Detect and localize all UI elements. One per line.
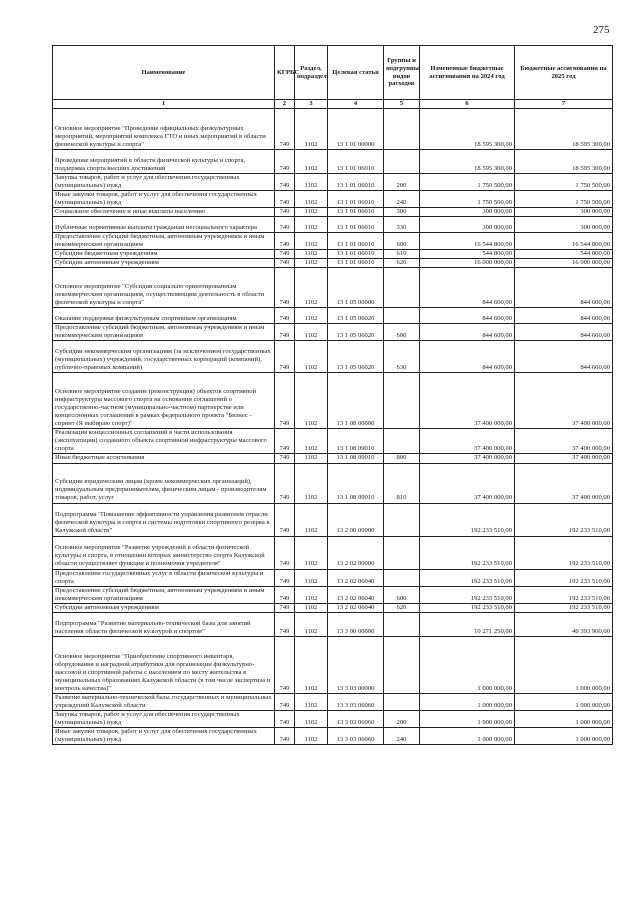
row-amount-2024: 18 595 300,00 [420,109,515,150]
row-amount-2025: 192 233 510,00 [515,586,613,603]
table-row [53,208,613,217]
table-row [53,191,613,208]
row-amount-2024: 16 000 000,00 [420,259,515,268]
header-amount-2025: Бюджетные ассигнования на 2025 год [515,46,613,100]
row-target-article: 13 1 01 06010 [328,208,384,217]
row-target-article: 13 2 00 00000 [328,503,384,536]
row-amount-2025: 844 600,00 [515,324,613,341]
row-expense-type: 300 [384,208,420,217]
table-row [53,636,613,693]
row-target-article: 13 1 01 00000 [328,109,384,150]
row-expense-type [384,109,420,150]
header-name: Наименование [53,46,275,100]
row-razdel: 1102 [295,308,328,324]
row-amount-2025: 192 233 510,00 [515,503,613,536]
row-expense-type [384,612,420,636]
row-kgrbs: 749 [275,636,295,693]
table-row [53,586,613,603]
row-target-article: 13 1 08 09010 [328,429,384,454]
table-row [53,341,613,373]
row-amount-2025: 37 400 000,00 [515,463,613,503]
header-kgrbs: КГРБС [275,46,295,100]
row-expense-type: 610 [384,250,420,259]
row-amount-2025: 844 600,00 [515,341,613,373]
row-name: Предоставление субсидий бюджетным, автономным учреждениям и иным некоммерческим организациям [53,233,275,250]
row-razdel: 1102 [295,727,328,744]
row-expense-type: 330 [384,217,420,233]
row-expense-type: 620 [384,603,420,612]
column-number: 2 [275,100,295,109]
table-row [53,259,613,268]
row-amount-2025: 1 000 000,00 [515,693,613,710]
row-razdel: 1102 [295,324,328,341]
row-amount-2024: 1 000 000,00 [420,693,515,710]
row-amount-2025: 544 800,00 [515,250,613,259]
row-kgrbs: 749 [275,693,295,710]
table-row [53,503,613,536]
table-header [53,46,613,109]
row-amount-2025: 1 750 500,00 [515,191,613,208]
table-row [53,324,613,341]
table-row [53,727,613,744]
row-kgrbs: 749 [275,217,295,233]
row-kgrbs: 749 [275,268,295,308]
row-amount-2024: 1 750 500,00 [420,174,515,191]
table-row [53,569,613,586]
row-expense-type [384,429,420,454]
row-target-article: 13 3 03 06060 [328,710,384,727]
row-kgrbs: 749 [275,109,295,150]
row-kgrbs: 749 [275,454,295,463]
row-kgrbs: 749 [275,586,295,603]
row-razdel: 1102 [295,174,328,191]
row-razdel: 1102 [295,536,328,569]
row-amount-2024: 1 750 500,00 [420,191,515,208]
row-target-article: 13 3 03 06060 [328,727,384,744]
row-kgrbs: 749 [275,727,295,744]
row-name: Предоставление государственных услуг в области физической культуры и спорта [53,569,275,586]
row-kgrbs: 749 [275,233,295,250]
row-amount-2024: 18 595 300,00 [420,150,515,174]
row-name: Субсидии автономным учреждениям [53,259,275,268]
table-row [53,693,613,710]
page-number: 275 [593,24,610,36]
row-expense-type [384,308,420,324]
row-target-article: 13 1 05 06020 [328,341,384,373]
row-expense-type: 240 [384,191,420,208]
row-amount-2025: 192 233 510,00 [515,569,613,586]
row-amount-2025: 18 595 300,00 [515,150,613,174]
row-amount-2024: 192 233 510,00 [420,536,515,569]
row-expense-type: 810 [384,463,420,503]
row-amount-2025: 1 000 000,00 [515,710,613,727]
row-name: Социальное обеспечение и иные выплаты населению [53,208,275,217]
column-number: 3 [295,100,328,109]
row-kgrbs: 749 [275,259,295,268]
row-razdel: 1102 [295,463,328,503]
row-amount-2024: 16 544 800,00 [420,233,515,250]
row-target-article: 13 1 01 06010 [328,259,384,268]
row-target-article: 13 2 02 06040 [328,569,384,586]
row-kgrbs: 749 [275,429,295,454]
row-expense-type [384,693,420,710]
row-name: Закупка товаров, работ и услуг для обеспечения государственных (муниципальных) нужд [53,710,275,727]
row-razdel: 1102 [295,217,328,233]
table-row [53,429,613,454]
row-name: Основное мероприятие создание (реконструкция) объектов спортивной инфраструктуры массового спорта на основании соглашений о государственно-частном (муниципально-частном) партнерстве или концессионных соглашений в рамках федерального проекта "Бизнес - спринт (Я выбираю спорт)" [53,373,275,429]
row-name: Оказание поддержки физкультурным спортивным организациям [53,308,275,324]
row-expense-type: 600 [384,324,420,341]
row-name: Развитие материально-технической базы государственных и муниципальных учреждений Калужской области [53,693,275,710]
table-row [53,603,613,612]
row-kgrbs: 749 [275,341,295,373]
row-razdel: 1102 [295,429,328,454]
row-amount-2025: 37 400 000,00 [515,454,613,463]
row-name: Публичные нормативные выплаты гражданам несоциального характера [53,217,275,233]
row-razdel: 1102 [295,636,328,693]
row-kgrbs: 749 [275,503,295,536]
row-kgrbs: 749 [275,569,295,586]
table-row [53,174,613,191]
row-target-article: 13 1 05 06020 [328,308,384,324]
table-row [53,109,613,150]
row-target-article: 13 2 02 06040 [328,603,384,612]
row-amount-2024: 300 000,00 [420,217,515,233]
row-name: Иные бюджетные ассигнования [53,454,275,463]
row-name: Субсидии бюджетным учреждениям [53,250,275,259]
table-row [53,710,613,727]
row-amount-2024: 37 400 000,00 [420,373,515,429]
row-amount-2025: 16 544 800,00 [515,233,613,250]
row-kgrbs: 749 [275,150,295,174]
row-expense-type [384,503,420,536]
column-number: 5 [384,100,420,109]
row-amount-2024: 844 600,00 [420,308,515,324]
table-row [53,463,613,503]
row-razdel: 1102 [295,268,328,308]
row-kgrbs: 749 [275,208,295,217]
row-razdel: 1102 [295,603,328,612]
row-expense-type [384,636,420,693]
row-amount-2024: 844 600,00 [420,341,515,373]
row-amount-2024: 192 233 510,00 [420,603,515,612]
table-row [53,268,613,308]
row-kgrbs: 749 [275,308,295,324]
row-expense-type: 800 [384,454,420,463]
row-name: Основное мероприятие "Приобретение спортивного инвентаря, оборудования и наградной атрибутики для организации физкультурно-массовой и спортивной работы с населением по месту жительства в муниципальных образованиях Калужской области (в том числе экспертиза и контроль качества)" [53,636,275,693]
row-expense-type: 630 [384,341,420,373]
row-name: Основное мероприятие "Развитие учреждений в области физической культуры и спорта, в отношении которых министерство спорта Калужской области осуществляет функции и полномочия учредителя" [53,536,275,569]
table-row [53,612,613,636]
row-amount-2024: 1 000 000,00 [420,727,515,744]
row-expense-type [384,536,420,569]
row-amount-2025: 37 400 000,00 [515,373,613,429]
row-target-article: 13 2 02 00000 [328,536,384,569]
row-kgrbs: 749 [275,373,295,429]
row-name: Основное мероприятие "Проведение официальных физкультурных мероприятий, мероприятий комплекса ГТО и иных мероприятий в области физической культуры и спорта" [53,109,275,150]
row-kgrbs: 749 [275,463,295,503]
row-amount-2024: 192 233 510,00 [420,503,515,536]
row-amount-2025: 1 750 500,00 [515,174,613,191]
row-razdel: 1102 [295,569,328,586]
row-name: Субсидии юридическим лицам (кроме некоммерческих организаций), индивидуальным предпринимателям, физическим лицам - производителям товаров, работ, услуг [53,463,275,503]
row-amount-2025: 844 600,00 [515,308,613,324]
row-name: Иные закупки товаров, работ и услуг для обеспечения государственных (муниципальных) нужд [53,191,275,208]
row-amount-2024: 37 400 000,00 [420,454,515,463]
row-amount-2024: 300 000,00 [420,208,515,217]
row-target-article: 13 1 05 06020 [328,324,384,341]
row-razdel: 1102 [295,454,328,463]
row-target-article: 13 1 08 09010 [328,463,384,503]
table-row [53,217,613,233]
row-razdel: 1102 [295,150,328,174]
row-name: Субсидии некоммерческим организациям (за исключением государственных (муниципальных) учреждений, государственных корпораций (компаний), публично-правовых компаний) [53,341,275,373]
row-razdel: 1102 [295,612,328,636]
row-kgrbs: 749 [275,250,295,259]
row-target-article: 13 3 03 06060 [328,693,384,710]
column-number: 7 [515,100,613,109]
row-expense-type [384,373,420,429]
table-row [53,308,613,324]
row-expense-type [384,150,420,174]
row-amount-2024: 544 800,00 [420,250,515,259]
row-name: Подпрограмма "Развитие материально-технической базы для занятий населения области физической культурой и спортом" [53,612,275,636]
row-kgrbs: 749 [275,536,295,569]
row-name: Иные закупки товаров, работ и услуг для обеспечения государственных (муниципальных) нужд [53,727,275,744]
row-expense-type [384,268,420,308]
row-target-article: 13 1 08 09010 [328,454,384,463]
row-name: Проведение мероприятий в области физической культуры и спорта, поддержка спорта высших достижений [53,150,275,174]
row-expense-type: 600 [384,233,420,250]
row-target-article: 13 1 01 06010 [328,150,384,174]
row-amount-2025: 37 400 000,00 [515,429,613,454]
row-amount-2024: 37 400 000,00 [420,463,515,503]
row-amount-2024: 844 600,00 [420,268,515,308]
row-amount-2024: 1 000 000,00 [420,710,515,727]
row-expense-type: 200 [384,174,420,191]
row-kgrbs: 749 [275,324,295,341]
row-expense-type: 200 [384,710,420,727]
row-razdel: 1102 [295,259,328,268]
row-amount-2025: 192 233 510,00 [515,536,613,569]
row-target-article: 13 3 03 00000 [328,636,384,693]
row-razdel: 1102 [295,503,328,536]
table-body [53,109,613,745]
column-number: 1 [53,100,275,109]
row-kgrbs: 749 [275,612,295,636]
row-expense-type: 600 [384,586,420,603]
row-target-article: 13 2 02 06040 [328,586,384,603]
row-name: Субсидии автономным учреждениям [53,603,275,612]
row-name: Предоставление субсидий бюджетным, автономным учреждениям и иным некоммерческим организациям [53,324,275,341]
row-target-article: 13 1 01 06010 [328,191,384,208]
row-amount-2025: 18 595 300,00 [515,109,613,150]
row-expense-type: 620 [384,259,420,268]
row-kgrbs: 749 [275,191,295,208]
row-target-article: 13 3 00 00000 [328,612,384,636]
row-amount-2025: 300 000,00 [515,208,613,217]
row-razdel: 1102 [295,586,328,603]
budget-table [52,45,613,745]
header-target-article: Целевая статья [328,46,384,100]
row-amount-2025: 300 000,00 [515,217,613,233]
row-name: Реализация концессионных соглашений в части использования (эксплуатации) созданного объекта спортивной инфраструктуры массового спорта [53,429,275,454]
row-razdel: 1102 [295,693,328,710]
row-razdel: 1102 [295,109,328,150]
row-amount-2025: 192 233 510,00 [515,603,613,612]
table-row [53,454,613,463]
header-expense-type: Группы и подгруппы видов расходов [384,46,420,100]
row-target-article: 13 1 01 06010 [328,233,384,250]
row-name: Предоставление субсидий бюджетным, автономным учреждениям и иным некоммерческим организациям [53,586,275,603]
row-kgrbs: 749 [275,710,295,727]
table-row [53,250,613,259]
row-amount-2024: 192 233 510,00 [420,569,515,586]
row-expense-type [384,569,420,586]
row-razdel: 1102 [295,208,328,217]
row-amount-2025: 1 000 000,00 [515,636,613,693]
row-target-article: 13 1 01 06010 [328,174,384,191]
header-razdel: Раздел, подраздел [295,46,328,100]
row-kgrbs: 749 [275,174,295,191]
column-number: 6 [420,100,515,109]
row-razdel: 1102 [295,341,328,373]
table-row [53,150,613,174]
header-amount-2024: Измененные бюджетные ассигнования на 2024 год [420,46,515,100]
column-number: 4 [328,100,384,109]
row-amount-2025: 16 000 000,00 [515,259,613,268]
row-amount-2024: 10 271 250,00 [420,612,515,636]
row-razdel: 1102 [295,710,328,727]
row-amount-2024: 37 400 000,00 [420,429,515,454]
row-target-article: 13 1 01 06010 [328,217,384,233]
row-amount-2025: 844 600,00 [515,268,613,308]
row-name: Подпрограмма "Повышение эффективности управления развитием отрасли физической культуры и спорта и системы подготовки спортивного резерва в Калужской области" [53,503,275,536]
row-amount-2024: 1 000 000,00 [420,636,515,693]
row-razdel: 1102 [295,250,328,259]
row-amount-2024: 844 600,00 [420,324,515,341]
row-target-article: 13 1 08 00000 [328,373,384,429]
table-row [53,536,613,569]
row-name: Закупка товаров, работ и услуг для обеспечения государственных (муниципальных) нужд [53,174,275,191]
row-razdel: 1102 [295,233,328,250]
row-amount-2025: 40 393 900,00 [515,612,613,636]
row-kgrbs: 749 [275,603,295,612]
table-row [53,373,613,429]
row-name: Основное мероприятие "Субсидии социально ориентированным некоммерческим организациям, осуществляющим деятельность в области физической культуры и спорта" [53,268,275,308]
row-target-article: 13 1 01 06010 [328,250,384,259]
column-number-row [53,100,613,109]
table-row [53,233,613,250]
row-razdel: 1102 [295,373,328,429]
row-expense-type: 240 [384,727,420,744]
row-target-article: 13 1 05 00000 [328,268,384,308]
row-amount-2025: 1 000 000,00 [515,727,613,744]
row-razdel: 1102 [295,191,328,208]
row-amount-2024: 192 233 510,00 [420,586,515,603]
